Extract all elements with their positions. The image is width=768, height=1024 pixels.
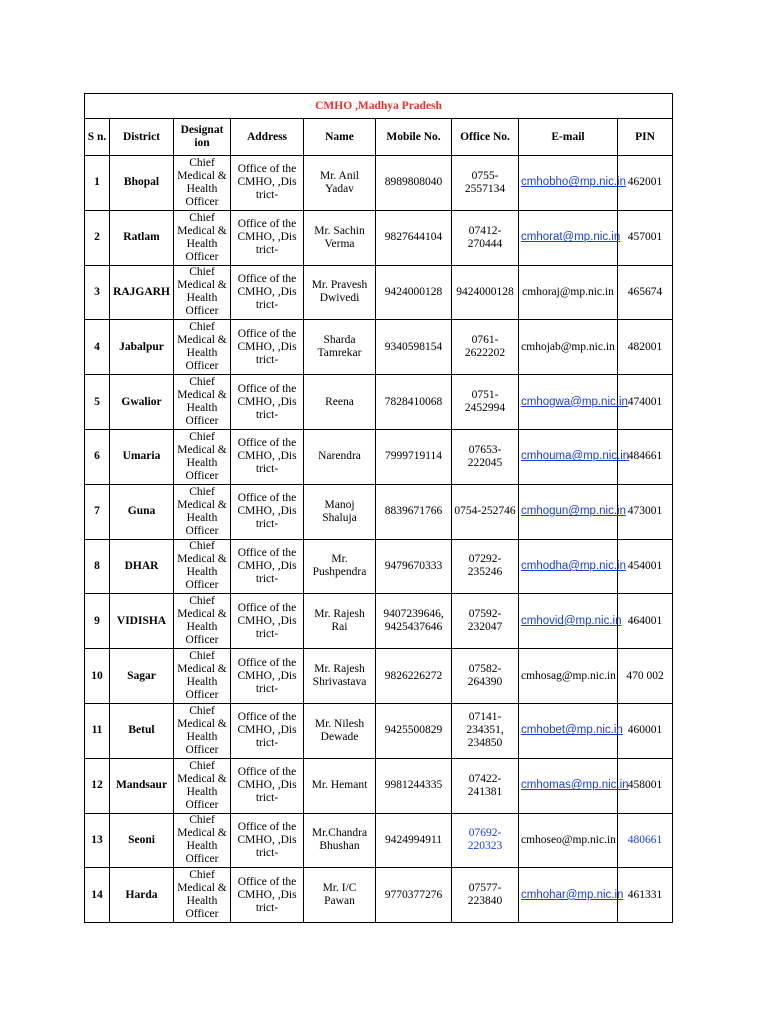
row-office: 0761-2622202 xyxy=(452,320,519,375)
table-row xyxy=(85,868,673,923)
row-office: 07692-220323 xyxy=(452,813,519,868)
email-link[interactable]: cmhobho@mp.nic.in xyxy=(521,176,626,189)
row-address: Office of the CMHO, ,Dis trict- xyxy=(231,429,304,484)
row-email: cmhosag@mp.nic.in xyxy=(519,649,618,704)
row-district: RAJGARH xyxy=(110,265,174,320)
row-email xyxy=(519,210,621,265)
row-name: Mr. Pushpendra xyxy=(304,539,376,594)
row-email xyxy=(519,703,623,758)
row-mobile: 9407239646, 9425437646 xyxy=(376,594,452,649)
email-link[interactable]: cmhohar@mp.nic.in xyxy=(521,888,624,901)
row-pin: 457001 xyxy=(618,210,673,265)
row-district: Betul xyxy=(110,703,174,758)
row-district: Bhopal xyxy=(110,156,174,211)
row-sn: 8 xyxy=(85,539,110,594)
row-address: Office of the CMHO, ,Dis trict- xyxy=(231,758,304,813)
row-email: cmhojab@mp.nic.in xyxy=(519,320,618,375)
header-designation: Designat ion xyxy=(174,119,231,156)
header-name: Name xyxy=(304,119,376,156)
row-sn: 4 xyxy=(85,320,110,375)
header-district: District xyxy=(110,119,174,156)
email-link[interactable]: cmhovid@mp.nic.in xyxy=(521,614,622,627)
row-pin: 461331 xyxy=(618,868,673,923)
row-name: Sharda Tamrekar xyxy=(304,320,376,375)
table-row xyxy=(85,649,673,704)
row-name: Mr. Rajesh Rai xyxy=(304,594,376,649)
row-designation: Chief Medical & Health Officer xyxy=(174,868,231,923)
row-email xyxy=(519,758,629,813)
row-district: Umaria xyxy=(110,429,174,484)
row-email: cmhoraj@mp.nic.in xyxy=(519,265,618,320)
header-office: Office No. xyxy=(452,119,519,156)
row-pin: 460001 xyxy=(618,703,673,758)
row-district: Seoni xyxy=(110,813,174,868)
row-office: 07592-232047 xyxy=(452,594,519,649)
email-link[interactable]: cmhorat@mp.nic.in xyxy=(521,231,621,244)
row-name: Mr.Chandra Bhushan xyxy=(304,813,376,868)
row-designation: Chief Medical & Health Officer xyxy=(174,758,231,813)
row-sn: 14 xyxy=(85,868,110,923)
row-address: Office of the CMHO, ,Dis trict- xyxy=(231,156,304,211)
table-row xyxy=(85,156,673,211)
row-office: 07141-234351, 234850 xyxy=(452,703,519,758)
row-mobile: 9424000128 xyxy=(376,265,452,320)
header-mobile: Mobile No. xyxy=(376,119,452,156)
row-pin: 470 002 xyxy=(618,649,673,704)
row-email xyxy=(519,539,626,594)
row-district: Sagar xyxy=(110,649,174,704)
header-address: Address xyxy=(231,119,304,156)
row-address: Office of the CMHO, ,Dis trict- xyxy=(231,649,304,704)
row-sn: 2 xyxy=(85,210,110,265)
row-pin: 480661 xyxy=(618,813,673,868)
row-mobile: 9424994911 xyxy=(376,813,452,868)
row-pin: 462001 xyxy=(618,156,673,211)
row-name: Mr. Pravesh Dwivedi xyxy=(304,265,376,320)
table-row xyxy=(85,429,673,484)
row-district: VIDISHA xyxy=(110,594,174,649)
email-link[interactable]: cmhouma@mp.nic.in xyxy=(521,450,630,463)
table-row xyxy=(85,320,673,375)
row-designation: Chief Medical & Health Officer xyxy=(174,265,231,320)
cmho-contact-table xyxy=(84,93,673,923)
row-designation: Chief Medical & Health Officer xyxy=(174,156,231,211)
row-pin: 473001 xyxy=(618,484,673,539)
row-office: 07292-235246 xyxy=(452,539,519,594)
row-pin: 474001 xyxy=(618,375,673,430)
row-address: Office of the CMHO, ,Dis trict- xyxy=(231,484,304,539)
row-office: 0754-252746 xyxy=(452,484,519,539)
row-sn: 10 xyxy=(85,649,110,704)
row-address: Office of the CMHO, ,Dis trict- xyxy=(231,539,304,594)
row-pin: 482001 xyxy=(618,320,673,375)
row-email: cmhoseo@mp.nic.in xyxy=(519,813,618,868)
row-sn: 7 xyxy=(85,484,110,539)
table-row xyxy=(85,594,673,649)
table-title: CMHO ,Madhya Pradesh xyxy=(85,94,673,119)
header-pin: PIN xyxy=(618,119,673,156)
table-title-row xyxy=(85,94,673,119)
row-pin: 458001 xyxy=(618,758,673,813)
row-mobile: 8839671766 xyxy=(376,484,452,539)
row-address: Office of the CMHO, ,Dis trict- xyxy=(231,594,304,649)
row-sn: 5 xyxy=(85,375,110,430)
row-address: Office of the CMHO, ,Dis trict- xyxy=(231,210,304,265)
row-office: 9424000128 xyxy=(452,265,519,320)
row-district: Guna xyxy=(110,484,174,539)
row-name: Mr. Sachin Verma xyxy=(304,210,376,265)
row-sn: 3 xyxy=(85,265,110,320)
row-office: 07653-222045 xyxy=(452,429,519,484)
row-mobile: 9981244335 xyxy=(376,758,452,813)
row-mobile: 9827644104 xyxy=(376,210,452,265)
header-row xyxy=(85,119,673,156)
table-row xyxy=(85,265,673,320)
row-designation: Chief Medical & Health Officer xyxy=(174,703,231,758)
row-mobile: 7999719114 xyxy=(376,429,452,484)
row-office: 07412-270444 xyxy=(452,210,519,265)
row-mobile: 9425500829 xyxy=(376,703,452,758)
row-designation: Chief Medical & Health Officer xyxy=(174,813,231,868)
row-sn: 11 xyxy=(85,703,110,758)
row-email xyxy=(519,594,622,649)
row-name: Mr. Anil Yadav xyxy=(304,156,376,211)
email-link[interactable]: cmhodha@mp.nic.in xyxy=(521,559,626,572)
row-mobile: 8989808040 xyxy=(376,156,452,211)
header-email: E-mail xyxy=(519,119,618,156)
table-row xyxy=(85,813,673,868)
row-name: Mr. I/C Pawan xyxy=(304,868,376,923)
row-district: Harda xyxy=(110,868,174,923)
row-office: 07577-223840 xyxy=(452,868,519,923)
row-name: Narendra xyxy=(304,429,376,484)
email-link[interactable]: cmhobet@mp.nic.in xyxy=(521,724,623,737)
row-email xyxy=(519,868,624,923)
row-office: 0755-2557134 xyxy=(452,156,519,211)
row-pin: 454001 xyxy=(618,539,673,594)
table-row xyxy=(85,758,673,813)
row-sn: 9 xyxy=(85,594,110,649)
row-designation: Chief Medical & Health Officer xyxy=(174,539,231,594)
row-name: Mr. Rajesh Shrivastava xyxy=(304,649,376,704)
row-address: Office of the CMHO, ,Dis trict- xyxy=(231,703,304,758)
row-pin: 484661 xyxy=(618,429,673,484)
row-email xyxy=(519,429,630,484)
row-district: DHAR xyxy=(110,539,174,594)
table-row xyxy=(85,703,673,758)
row-mobile: 9770377276 xyxy=(376,868,452,923)
row-email xyxy=(519,484,626,539)
row-designation: Chief Medical & Health Officer xyxy=(174,429,231,484)
row-district: Mandsaur xyxy=(110,758,174,813)
row-office: 07422-241381 xyxy=(452,758,519,813)
table-row xyxy=(85,210,673,265)
row-name: Mr. Hemant xyxy=(304,758,376,813)
row-designation: Chief Medical & Health Officer xyxy=(174,484,231,539)
table-row xyxy=(85,539,673,594)
row-office: 07582-264390 xyxy=(452,649,519,704)
row-district: Jabalpur xyxy=(110,320,174,375)
row-mobile: 9826226272 xyxy=(376,649,452,704)
row-sn: 1 xyxy=(85,156,110,211)
row-address: Office of the CMHO, ,Dis trict- xyxy=(231,320,304,375)
row-email xyxy=(519,156,626,211)
row-address: Office of the CMHO, ,Dis trict- xyxy=(231,375,304,430)
row-mobile: 9479670333 xyxy=(376,539,452,594)
row-address: Office of the CMHO, ,Dis trict- xyxy=(231,868,304,923)
row-address: Office of the CMHO, ,Dis trict- xyxy=(231,813,304,868)
row-pin: 464001 xyxy=(618,594,673,649)
row-designation: Chief Medical & Health Officer xyxy=(174,594,231,649)
row-sn: 12 xyxy=(85,758,110,813)
email-link[interactable]: cmhomas@mp.nic.in xyxy=(521,779,629,792)
row-designation: Chief Medical & Health Officer xyxy=(174,375,231,430)
row-designation: Chief Medical & Health Officer xyxy=(174,649,231,704)
email-link[interactable]: cmhogwa@mp.nic.in xyxy=(521,395,628,408)
row-mobile: 7828410068 xyxy=(376,375,452,430)
row-mobile: 9340598154 xyxy=(376,320,452,375)
row-sn: 6 xyxy=(85,429,110,484)
row-designation: Chief Medical & Health Officer xyxy=(174,210,231,265)
table-row xyxy=(85,484,673,539)
table-row xyxy=(85,375,673,430)
row-address: Office of the CMHO, ,Dis trict- xyxy=(231,265,304,320)
row-pin: 465674 xyxy=(618,265,673,320)
row-name: Manoj Shaluja xyxy=(304,484,376,539)
row-sn: 13 xyxy=(85,813,110,868)
row-email xyxy=(519,375,628,430)
email-link[interactable]: cmhogun@mp.nic.in xyxy=(521,505,626,518)
row-office: 0751-2452994 xyxy=(452,375,519,430)
row-name: Reena xyxy=(304,375,376,430)
header-sn: S n. xyxy=(85,119,110,156)
row-district: Gwalior xyxy=(110,375,174,430)
row-designation: Chief Medical & Health Officer xyxy=(174,320,231,375)
row-name: Mr. Nilesh Dewade xyxy=(304,703,376,758)
row-district: Ratlam xyxy=(110,210,174,265)
